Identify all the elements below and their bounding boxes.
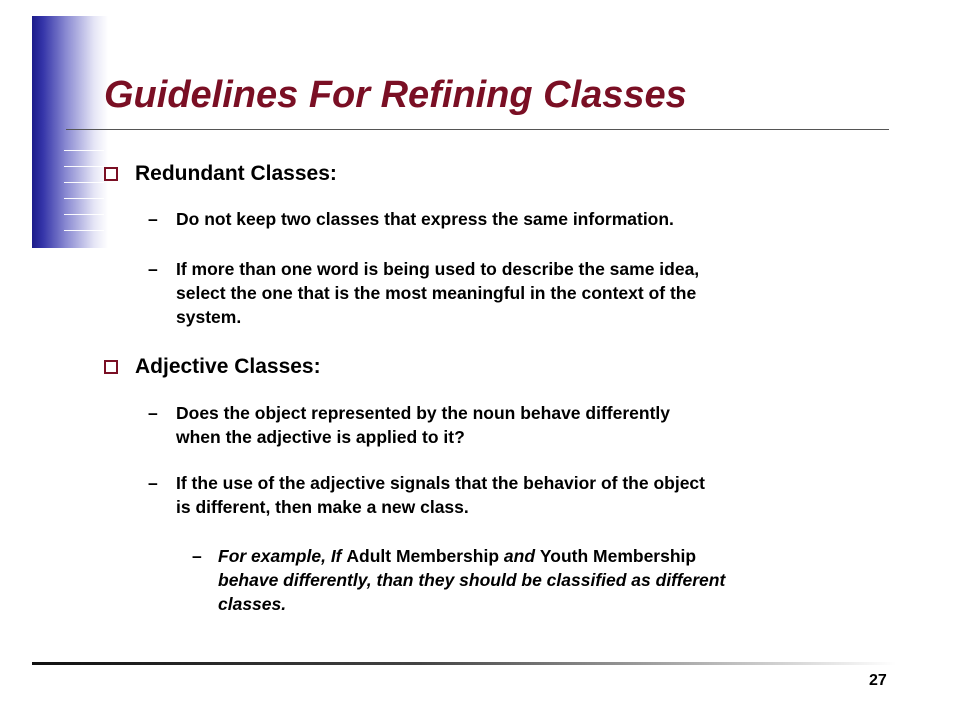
section-heading: Adjective Classes: bbox=[135, 355, 321, 378]
list-item-text bbox=[176, 471, 705, 519]
checkbox-bullet-icon bbox=[104, 167, 118, 181]
page-number: 27 bbox=[869, 672, 887, 689]
section-redundant-classes bbox=[104, 162, 337, 186]
list-item-text: Do not keep two classes that express the same information. bbox=[176, 209, 674, 229]
section-heading: Redundant Classes: bbox=[135, 162, 337, 185]
checkbox-bullet-icon bbox=[104, 360, 118, 374]
dash-marker: – bbox=[148, 403, 158, 423]
dash-marker: – bbox=[148, 473, 158, 493]
list-item-text-line: is different, then make a new class. bbox=[176, 497, 469, 517]
list-item-text bbox=[176, 257, 699, 329]
list-item-text-line: when the adjective is applied to it? bbox=[176, 427, 465, 447]
section-adjective-classes bbox=[104, 355, 321, 379]
dash-marker: – bbox=[148, 259, 158, 279]
list-item-text bbox=[176, 401, 670, 449]
list-item-text-line: If more than one word is being used to describe the same idea, bbox=[176, 259, 700, 279]
term-youth-membership: Youth Membership bbox=[539, 546, 697, 566]
list-item-text-line: select the one that is the most meaningful in the context of the bbox=[176, 283, 697, 303]
title-divider bbox=[66, 129, 889, 130]
list-item-text-line: system. bbox=[176, 307, 242, 327]
example-text: For example, If Adult Membership and Youth Membership behave differently, than they should be classified as different classes. bbox=[218, 546, 726, 614]
term-adult-membership: Adult Membership bbox=[346, 546, 500, 566]
list-item-text-line: If the use of the adjective signals that the behavior of the object bbox=[176, 473, 705, 493]
footer-divider bbox=[32, 662, 896, 665]
dash-marker: – bbox=[148, 209, 158, 229]
slide-title: Guidelines For Refining Classes bbox=[104, 74, 687, 116]
list-item-text-line: Does the object represented by the noun behave differently bbox=[176, 403, 670, 423]
dash-marker: – bbox=[192, 546, 202, 566]
